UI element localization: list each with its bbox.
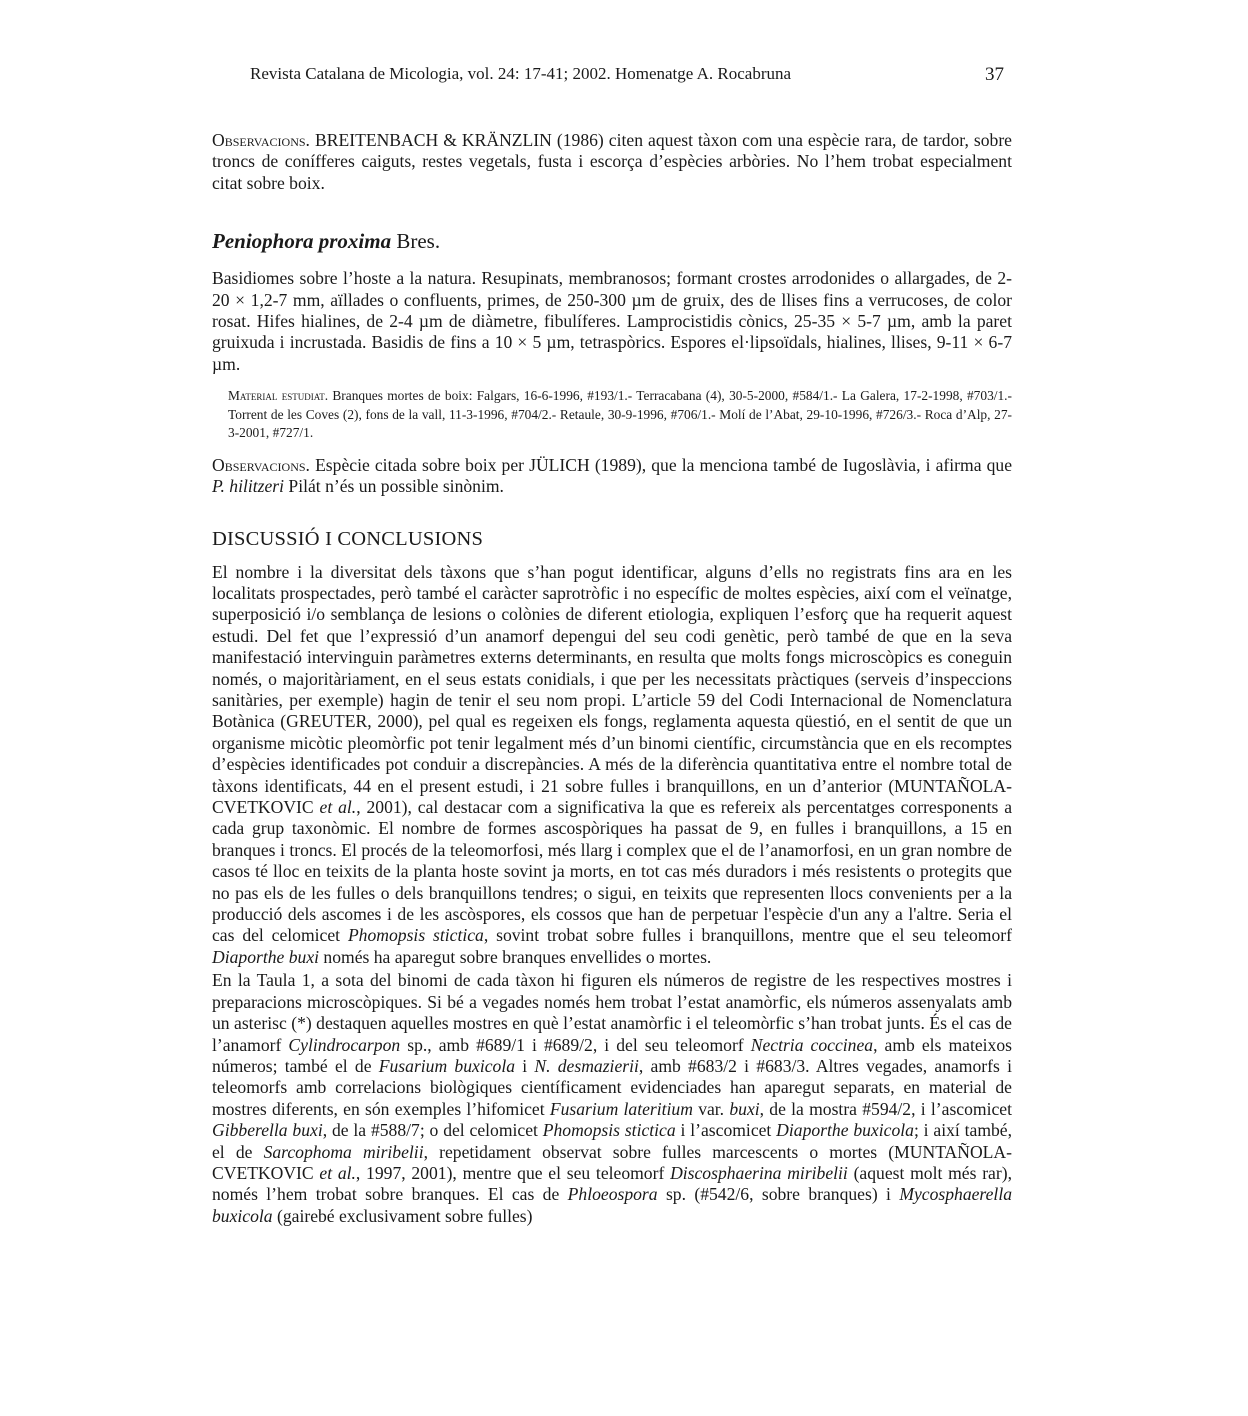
italic-run: buxi xyxy=(729,1098,760,1119)
text-run: , de la mostra #594/2, i l’ascomicet xyxy=(759,1098,1012,1119)
italic-run: et al. xyxy=(319,797,357,818)
section-title: DISCUSSIÓ I CONCLUSIONS xyxy=(212,527,484,550)
text-run: , repetidament observat sobre fulles marcescents o mortes (MUNTAÑOLA-CVETKOVIC xyxy=(212,1141,1012,1183)
species-author: Bres. xyxy=(391,229,441,254)
italic-run: Fusarium lateritium xyxy=(549,1098,693,1119)
species-name: Peniophora proxima xyxy=(212,229,392,254)
text-run: , 2001), cal destacar com a significativa la que es refereix als percentatges corresponents a cada grup taxonòmic. El nombre de formes ascospòriques ha passat de 9, en fulles i branquillons, a 15 en branques i troncs. El procés de la teleomorfosi, més llarg i complex que el de l’anamorfosi, en un gran nombre de casos té lloc en teixits de la planta hoste sovint ja morts, en tot cas més duradors i més resistents o protegits que no pas els de les fulles o dels branquillons tendres; o sigui, en teixits que representen llocs convenients per a la producció dels ascomes i de les ascòspores, els cossos que han de perpetuar l'espècie d'un any a l'altre. Seria el cas del celomicet xyxy=(212,797,1012,946)
text-run: En la Taula 1, a sota del binomi de cada tàxon hi figuren els números de registre de les respectives mostres i preparacions microscòpiques. Si bé a vegades només hem trobat l’estat anamòrfic, els números assenyalats amb un asterisc (*) destaquen aquelles mostres en què l’estat anamòrfic i el teleomòrfic s’han trobat junts. És el cas de l’anamorf xyxy=(212,970,1012,1055)
observations-text: BREITENBACH & KRÄNZLIN (1986) citen aquest tàxon com una espècie rara, de tardor, sobre troncs de conífferes caiguts, restes vegetals, fusta i escorça d’espècies arbòries. No l’hem trobat especialment citat sobre boix. xyxy=(212,130,1012,193)
running-header xyxy=(250,64,1010,84)
italic-run: Phomopsis stictica xyxy=(347,925,484,946)
text-run: , 1997, 2001), mentre que el seu teleomorf xyxy=(355,1162,671,1183)
text-run: (aquest molt més rar), només l’hem trobat sobre branques. El cas de xyxy=(212,1162,1012,1205)
text-run: sp. (#542/6, sobre branques) i xyxy=(657,1184,900,1205)
observations-paragraph-2 xyxy=(212,455,1012,498)
italic-run: Diaporthe buxi xyxy=(212,946,320,967)
italic-run: Sarcophoma miribelii xyxy=(263,1141,424,1162)
italic-run: Fusarium buxicola xyxy=(378,1055,515,1076)
text-run: i xyxy=(515,1055,535,1076)
text-run: Espècie citada sobre boix per JÜLICH (1989), que la menciona també de Iugoslàvia, i afirma que xyxy=(315,454,1013,475)
species-description: Basidiomes sobre l’hoste a la natura. Resupinats, membranosos; formant crostes arrodonides o allargades, de 2-20 × 1,2-7 mm, aïllades o confluents, primes, de 250-300 µm de gruix, des de llises fins a verrucoses, de color rosat. Hifes hialines, de 2-4 µm de diàmetre, fibulíferes. Lamprocistidis cònics, 25-35 × 5-7 µm, amb la paret gruixuda i incrustada. Basidis de fins a 10 × 5 µm, tetraspòrics. Espores el·lipsoïdals, hialines, llises, 9-11 × 6-7 µm. xyxy=(212,268,1012,374)
italic-run: Nectria coccinea xyxy=(750,1034,874,1055)
text-run: , de la #588/7; o del celomicet xyxy=(322,1120,543,1141)
italic-run: P. hilitzeri xyxy=(212,476,285,497)
text-run: , sovint trobat sobre fulles i branquillons, mentre que el seu teleomorf xyxy=(483,925,1012,946)
text-run: sp., amb #689/1 i #689/2, i del seu teleomorf xyxy=(400,1034,751,1055)
italic-run: Gibberella buxi xyxy=(212,1120,323,1141)
discussion-paragraph-2 xyxy=(212,970,1012,1227)
material-paragraph xyxy=(228,387,1012,443)
discussion-paragraph-1 xyxy=(212,562,1012,969)
material-label: Material estudiat. xyxy=(228,388,329,404)
observations-paragraph xyxy=(212,130,1012,194)
italic-run: et al. xyxy=(319,1162,356,1183)
text-run: var. xyxy=(692,1098,730,1119)
italic-run: Phomopsis stictica xyxy=(542,1120,676,1141)
text-run: i l’ascomicet xyxy=(675,1120,777,1141)
text-run: , amb els mateixos números; també el de xyxy=(212,1034,1012,1076)
italic-run: N. desmazierii xyxy=(534,1055,639,1076)
italic-run: Phloeospora xyxy=(567,1184,658,1205)
italic-run: Mycosphaerella buxicola xyxy=(212,1184,1013,1226)
italic-run: Cylindrocarpon xyxy=(288,1034,401,1055)
material-text: Branques mortes de boix: Falgars, 16-6-1996, #193/1.- Terracabana (4), 30-5-2000, #584/1.- La Galera, 17-2-1998, #703/1.- Torrent de les Coves (2), fons de la vall, 11-3-1996, #704/2.- Retaule, 30-9-1996, #706/1.- Molí de l’Abat, 29-10-1996, #726/3.- Roca d’Alp, 27-3-2001, #727/1. xyxy=(228,388,1012,441)
text-run: ; i així també, el de xyxy=(212,1120,1013,1162)
text-run: Pilát n’és un possible sinònim. xyxy=(284,476,504,497)
species-heading xyxy=(212,228,1012,254)
text-run: El nombre i la diversitat dels tàxons que s’han pogut identificar, alguns d’ells no registrats fins ara en les localitats prospectades, però també el caràcter saprotròfic i no específic de moltes espècies, així com el veïnatge, superposició i/o semblança de lesions o colònies de diferent etiologia, expliquen l’esforç que ha requerit aquest estudi. Del fet que l’expressió d’un anamorf depengui del seu codi genètic, però també de que en la seva manifestació intervinguin paràmetres externs determinants, en resulta que molts fongs microscòpics es coneguin només, o majoritàriament, en el seus estats conidials, i que per les necessitats pràctiques (serveis d’inspeccions sanitàries, per exemple) hagin de tenir el seu nom propi. L’article 59 del Codi Internacional de Nomenclatura Botànica (GREUTER, 2000), pel qual es regeixen els fongs, reglamenta aquesta qüestió, en el sentit de que un organisme micòtic pleomòrfic pot tenir legalment més d’un binomi científic, circumstància que en els recomptes d’espècies identificades pot conduir a discrepàncies. A més de la diferència quantitativa entre el nombre total de tàxons identificats, 44 en el present estudi, i 21 sobre fulles i branquillons, en un d’anterior (MUNTAÑOLA-CVETKOVIC xyxy=(212,561,1012,818)
article-body xyxy=(212,130,1012,1227)
text-run: només ha aparegut sobre branques envellides o mortes. xyxy=(319,946,712,967)
italic-run: Discosphaerina miribelii xyxy=(670,1162,848,1183)
text-run: , amb #683/2 i #683/3. Altres vegades, anamorfs i teleomorfs amb correlacions biològiques científicament evidenciades han aparegut separats, en material de mostres diferents, en són exemples l’hifomicet xyxy=(212,1055,1012,1119)
italic-run: Diaporthe buxicola xyxy=(776,1120,914,1141)
observations-label: Observacions. xyxy=(212,130,310,150)
observations-label-2: Observacions. xyxy=(212,454,310,475)
text-run: (gairebé exclusivament sobre fulles) xyxy=(272,1205,533,1226)
page-number: 37 xyxy=(985,64,1004,85)
running-title: Revista Catalana de Micologia, vol. 24: 17-41; 2002. Homenatge A. Rocabruna xyxy=(250,64,792,83)
